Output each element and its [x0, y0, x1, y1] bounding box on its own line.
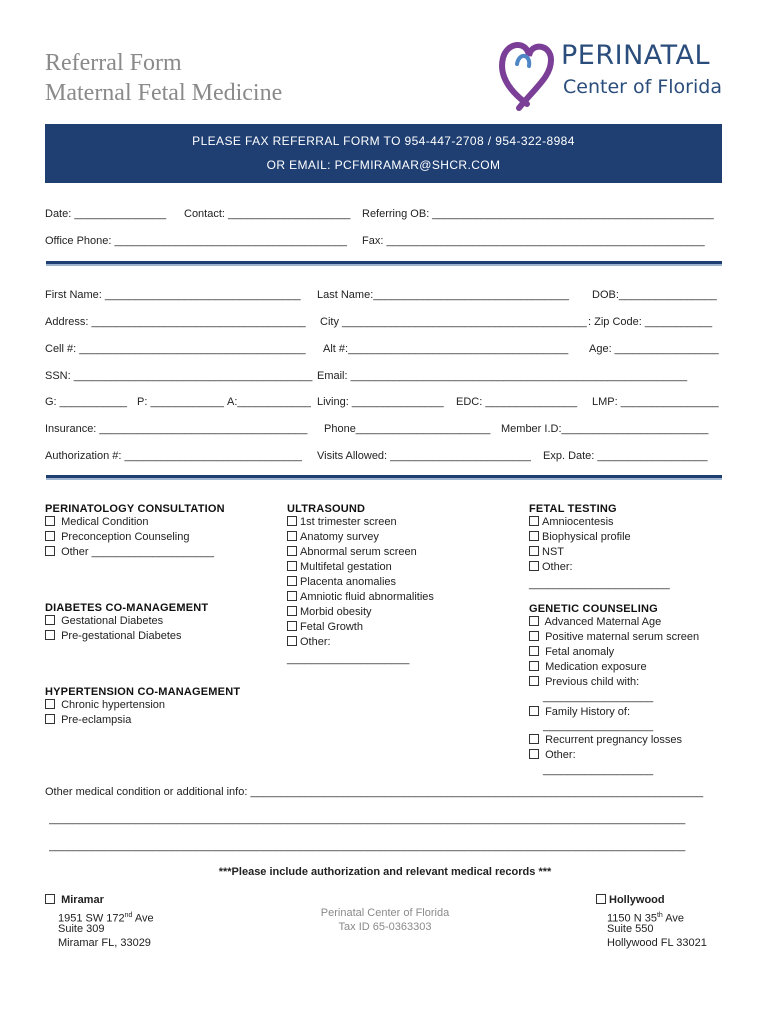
banner-email-line: OR EMAIL: PCFMIRAMAR@SHCR.COM: [266, 158, 501, 172]
hypertension-heading: HYPERTENSION CO-MANAGEMENT: [45, 686, 241, 698]
checkbox-icon[interactable]: [45, 546, 55, 556]
checkbox-anatomy-survey[interactable]: Anatomy survey: [287, 530, 379, 545]
miramar-address-line1: 1951 SW 172nd Ave: [58, 912, 154, 925]
checkbox-icon[interactable]: [529, 631, 539, 641]
checkbox-icon[interactable]: [45, 714, 55, 724]
checkbox-icon[interactable]: [287, 591, 297, 601]
checkbox-icon[interactable]: [45, 531, 55, 541]
first-name-field[interactable]: First Name: ________________________________: [45, 289, 301, 301]
logo-word-perinatal: PERINATAL: [561, 40, 711, 71]
checkbox-icon[interactable]: [45, 630, 55, 640]
checkbox-fetal-anomaly[interactable]: Fetal anomaly: [529, 645, 614, 660]
checkbox-icon[interactable]: [529, 734, 539, 744]
email-field[interactable]: Email: _______________________________________________________: [317, 370, 688, 382]
checkbox-icon[interactable]: [287, 546, 297, 556]
checkbox-placenta[interactable]: Placenta anomalies: [287, 575, 396, 590]
insurance-phone-field[interactable]: Phone______________________: [324, 423, 491, 435]
checkbox-miramar[interactable]: Miramar: [45, 893, 104, 908]
section-divider: [46, 261, 722, 266]
checkbox-icon[interactable]: [287, 531, 297, 541]
checkbox-icon[interactable]: [529, 516, 539, 526]
other-info-line[interactable]: ________________________________________________________________________________________________________: [49, 840, 686, 852]
checkbox-multifetal[interactable]: Multifetal gestation: [287, 560, 392, 575]
checkbox-other-fetal[interactable]: Other:: [529, 560, 573, 575]
checkbox-advanced-age[interactable]: Advanced Maternal Age: [529, 615, 661, 630]
checkbox-medical-condition[interactable]: Medical Condition: [45, 515, 149, 530]
center-tax-id: Tax ID 65-0363303: [338, 921, 432, 933]
checkbox-gestational-diabetes[interactable]: Gestational Diabetes: [45, 614, 163, 629]
checkbox-icon[interactable]: [45, 699, 55, 709]
checkbox-icon[interactable]: [529, 749, 539, 759]
checkbox-nst[interactable]: NST: [529, 545, 564, 560]
hollywood-address-line2: Suite 550: [607, 923, 654, 935]
checkbox-icon[interactable]: [529, 706, 539, 716]
checkbox-amniocentesis[interactable]: Amniocentesis: [529, 515, 614, 530]
checkbox-abnormal-serum[interactable]: Abnormal serum screen: [287, 545, 417, 560]
date-field[interactable]: Date: _______________: [45, 208, 167, 220]
perinatology-heading: PERINATOLOGY CONSULTATION: [45, 503, 225, 515]
checkbox-other-perinatology[interactable]: Other ____________________: [45, 545, 214, 560]
genetic-heading: GENETIC COUNSELING: [529, 603, 658, 615]
checkbox-other-genetic[interactable]: Other:: [529, 748, 576, 763]
checkbox-fetal-growth[interactable]: Fetal Growth: [287, 620, 363, 635]
checkbox-icon[interactable]: [287, 606, 297, 616]
checkbox-biophysical[interactable]: Biophysical profile: [529, 530, 631, 545]
checkbox-medication-exposure[interactable]: Medication exposure: [529, 660, 647, 675]
office-phone-field[interactable]: Office Phone: ______________________________________: [45, 235, 347, 247]
checkbox-icon[interactable]: [529, 676, 539, 686]
other-info-line[interactable]: ________________________________________________________________________________________________________: [49, 813, 686, 825]
living-field[interactable]: Living: _______________: [317, 396, 444, 408]
gravida-field[interactable]: G: ___________: [45, 396, 127, 408]
checkbox-icon[interactable]: [529, 661, 539, 671]
logo-word-center: Center of Florida: [563, 76, 722, 98]
checkbox-recurrent-losses[interactable]: Recurrent pregnancy losses: [529, 733, 682, 748]
checkbox-pregestational-diabetes[interactable]: Pre-gestational Diabetes: [45, 629, 182, 644]
checkbox-icon[interactable]: [596, 894, 606, 904]
address-field[interactable]: Address: ___________________________________: [45, 316, 306, 328]
checkbox-icon[interactable]: [529, 646, 539, 656]
miramar-address-line3: Miramar FL, 33029: [58, 937, 151, 949]
checkbox-family-history[interactable]: Family History of:: [529, 705, 630, 720]
checkbox-chronic-hypertension[interactable]: Chronic hypertension: [45, 698, 165, 713]
authorization-field[interactable]: Authorization #: _____________________________: [45, 450, 302, 462]
member-id-field[interactable]: Member I.D:________________________: [501, 423, 709, 435]
cell-field[interactable]: Cell #: _____________________________________: [45, 343, 306, 355]
para-field[interactable]: P: ____________: [137, 396, 224, 408]
ssn-field[interactable]: SSN: _______________________________________: [45, 370, 313, 382]
lmp-field[interactable]: LMP: ________________: [592, 396, 719, 408]
fetal-other-blank[interactable]: _______________________: [529, 578, 670, 590]
abortus-field[interactable]: A:____________: [227, 396, 311, 408]
previous-child-blank[interactable]: __________________: [543, 691, 654, 703]
checkbox-first-trimester[interactable]: 1st trimester screen: [287, 515, 397, 530]
checkbox-amniotic-fluid[interactable]: Amniotic fluid abnormalities: [287, 590, 434, 605]
visits-allowed-field[interactable]: Visits Allowed: _______________________: [317, 450, 531, 462]
family-history-blank[interactable]: __________________: [543, 720, 654, 732]
form-subtitle: Maternal Fetal Medicine: [45, 80, 283, 106]
referring-ob-field[interactable]: Referring OB: ______________________________________________: [362, 208, 714, 220]
hollywood-address-line1: 1150 N 35th Ave: [607, 912, 685, 925]
heart-swirl-icon: [497, 34, 559, 112]
perinatal-logo: [497, 34, 727, 114]
center-name: Perinatal Center of Florida: [320, 907, 450, 919]
fetal-testing-heading: FETAL TESTING: [529, 503, 617, 515]
checkbox-icon[interactable]: [287, 576, 297, 586]
checkbox-icon[interactable]: [45, 615, 55, 625]
checkbox-other-ultrasound[interactable]: Other:: [287, 635, 331, 650]
fax-field[interactable]: Fax: ____________________________________________________: [362, 235, 705, 247]
checkbox-hollywood[interactable]: Hollywood: [596, 893, 665, 908]
banner-fax-line: PLEASE FAX REFERRAL FORM TO 954-447-2708 / 954-322-8984: [192, 134, 575, 148]
checkbox-morbid-obesity[interactable]: Morbid obesity: [287, 605, 372, 620]
diabetes-heading: DIABETES CO-MANAGEMENT: [45, 602, 209, 614]
checkbox-icon[interactable]: [287, 561, 297, 571]
ultrasound-heading: ULTRASOUND: [287, 503, 366, 515]
checkbox-icon[interactable]: [529, 561, 539, 571]
checkbox-icon[interactable]: [287, 636, 297, 646]
dob-field[interactable]: DOB:________________: [592, 289, 717, 301]
other-info-field[interactable]: Other medical condition or additional info: __________________________________________________________________________: [45, 786, 704, 798]
insurance-field[interactable]: Insurance: __________________________________: [45, 423, 308, 435]
zip-code-field[interactable]: : Zip Code: ___________: [588, 316, 713, 328]
exp-date-field[interactable]: Exp. Date: __________________: [543, 450, 708, 462]
contact-field[interactable]: Contact: ____________________: [184, 208, 351, 220]
checkbox-icon[interactable]: [45, 894, 55, 904]
genetic-other-blank[interactable]: __________________: [543, 764, 654, 776]
checkbox-icon[interactable]: [287, 516, 297, 526]
checkbox-icon[interactable]: [529, 531, 539, 541]
miramar-address-line2: Suite 309: [58, 923, 105, 935]
fax-banner: [45, 124, 722, 183]
records-note: ***Please include authorization and relevant medical records ***: [218, 866, 552, 878]
form-title: Referral Form: [45, 50, 182, 76]
alt-phone-field[interactable]: Alt #:____________________________________: [323, 343, 569, 355]
last-name-field[interactable]: Last Name:________________________________: [317, 289, 570, 301]
checkbox-icon[interactable]: [529, 546, 539, 556]
section-divider: [46, 475, 722, 480]
city-field[interactable]: City ________________________________________: [320, 316, 587, 328]
checkbox-icon[interactable]: [45, 516, 55, 526]
checkbox-icon[interactable]: [287, 621, 297, 631]
checkbox-preconception[interactable]: Preconception Counseling: [45, 530, 189, 545]
checkbox-previous-child[interactable]: Previous child with:: [529, 675, 639, 690]
checkbox-positive-serum[interactable]: Positive maternal serum screen: [529, 630, 699, 645]
age-field[interactable]: Age: _________________: [589, 343, 719, 355]
hollywood-address-line3: Hollywood FL 33021: [607, 937, 707, 949]
ultrasound-other-blank[interactable]: ____________________: [287, 653, 410, 665]
checkbox-preeclampsia[interactable]: Pre-eclampsia: [45, 713, 131, 728]
checkbox-icon[interactable]: [529, 616, 539, 626]
edc-field[interactable]: EDC: _______________: [456, 396, 578, 408]
